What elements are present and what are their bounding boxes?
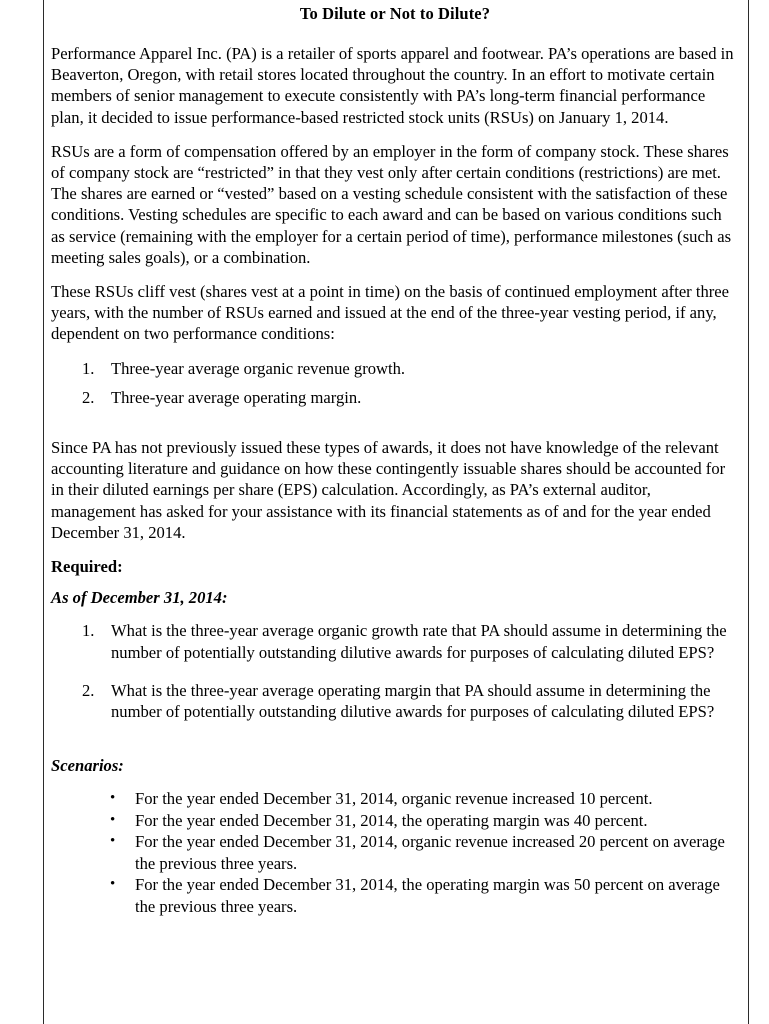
list-item-text: Three-year average operating margin. [111, 387, 362, 407]
required-subheading: As of December 31, 2014: [51, 588, 228, 608]
bullet-icon: • [110, 790, 116, 807]
scenarios-heading: Scenarios: [51, 756, 124, 776]
page-right-rule [748, 0, 749, 1024]
list-item [51, 874, 739, 917]
paragraph-cliff-vesting: These RSUs cliff vest (shares vest at a point in time) on the basis of continued employment after three years, with the number of RSUs earned and issued at the end of the three-year vesting period, if any, dependent on two performance conditions: [51, 282, 730, 344]
list-item-text: For the year ended December 31, 2014, the operating margin was 50 percent on average the previous three years. [135, 875, 720, 916]
list-item-text: Three-year average organic revenue growth. [111, 358, 406, 378]
list-item-text: What is the three-year average organic growth rate that PA should assume in determining the number of potentially outstanding dilutive awards for purposes of calculating diluted EPS? [111, 621, 727, 662]
list-item-text: For the year ended December 31, 2014, the operating margin was 40 percent. [135, 810, 648, 830]
paragraph-company-overview: Performance Apparel Inc. (PA) is a retailer of sports apparel and footwear. PA’s operations are based in Beaverton, Oregon, with retail stores located throughout the country. In an effort to motivate certain members of senior management to execute consistently with PA’s long-term financial performance plan, it decided to issue performance-based restricted stock units (RSUs) on January 1, 2014. [51, 44, 734, 127]
list-marker: 2. [82, 680, 95, 700]
list-marker: 2. [82, 387, 95, 407]
scenarios-list [51, 788, 739, 916]
paragraph-rsu-definition: RSUs are a form of compensation offered by an employer in the form of company stock. These shares of company stock are “restricted” in that they vest only after certain conditions (restrictions) are met. The shares are earned or “vested” based on a vesting schedule consistent with the satisfaction of these conditions. Vesting schedules are specific to each award and can be based on various conditions such as service (remaining with the employer for a certain period of time), performance milestones (such as meeting sales goals), or a combination. [51, 141, 732, 267]
document-content [51, 0, 739, 917]
bullet-icon: • [110, 811, 116, 828]
page-left-rule [43, 0, 44, 1024]
list-item [51, 620, 739, 662]
list-item-text: For the year ended December 31, 2014, organic revenue increased 10 percent. [135, 789, 653, 809]
list-item [51, 387, 739, 408]
list-item [51, 831, 739, 874]
list-item [51, 358, 739, 379]
bullet-icon: • [110, 833, 116, 850]
list-item-text: What is the three-year average operating margin that PA should assume in determining the number of potentially outstanding dilutive awards for purposes of calculating diluted EPS? [111, 680, 715, 722]
performance-conditions-list [51, 358, 739, 408]
list-marker: 1. [82, 621, 95, 641]
bullet-icon: • [110, 876, 116, 893]
paragraph-eps-guidance: Since PA has not previously issued these types of awards, it does not have knowledge of the relevant accounting literature and guidance on how these contingently issuable shares should be accounted for in their diluted earnings per share (EPS) calculation. Accordingly, as PA’s external auditor, management has asked for your assistance with its financial statements as of and for the year ended December 31, 2014. [51, 438, 726, 542]
list-marker: 1. [82, 358, 95, 378]
list-item [51, 788, 739, 809]
required-questions-list [51, 620, 739, 722]
list-item [51, 810, 739, 831]
page-title: To Dilute or Not to Dilute? [299, 4, 491, 23]
list-item-text: For the year ended December 31, 2014, organic revenue increased 20 percent on average the previous three years. [135, 832, 725, 873]
required-heading: Required: [51, 557, 123, 577]
list-item [51, 680, 739, 722]
